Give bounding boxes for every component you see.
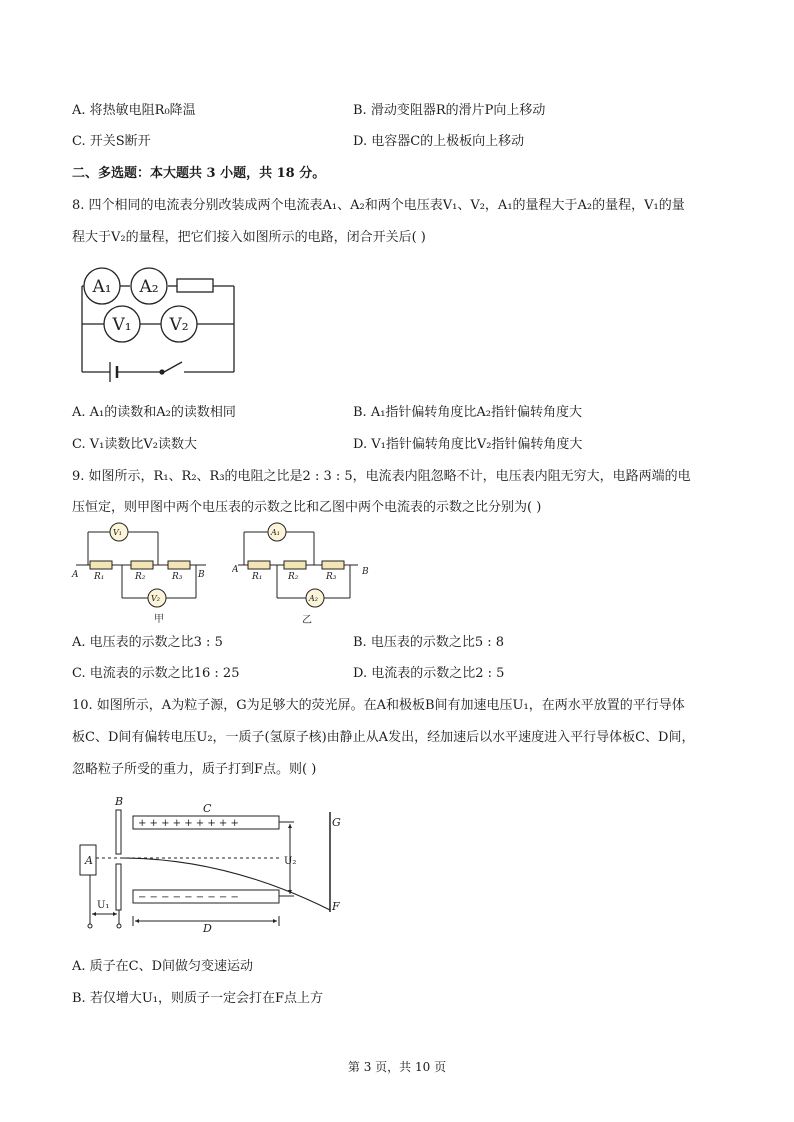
q8-stem-line2: 程大于V₂的量程，把它们接入如图所示的电路，闭合开关后( ) [72,230,426,245]
q10-label-a: A [85,854,93,867]
q9-yi-r1 [248,561,270,569]
q9-yi-r2 [284,561,306,569]
q9-jia-label-r3: R₃ [172,572,183,582]
q10-label-c: C [203,802,212,815]
q9-jia-r1 [90,561,112,569]
q10-option-a: A. 质子在C、D间做匀变速运动 [72,959,254,974]
q10-label-b: B [115,795,124,808]
q8-option-b: B. A₁指针偏转角度比A₂指针偏转角度大 [353,405,583,420]
q8-label-v1: V₁ [112,315,132,335]
q9-yi-label-r2: R₂ [288,572,299,582]
q7-option-a: A. 将热敏电阻R₀降温 [72,103,196,118]
q8-option-a: A. A₁的读数和A₂的读数相同 [72,405,236,420]
q9-yi-r3 [322,561,344,569]
q8-label-a1: A₁ [92,277,112,297]
q9-figure-yi [232,520,382,630]
q9-jia-r3 [168,561,190,569]
q9-option-c: C. 电流表的示数之比16 : 25 [72,666,240,681]
q9-jia-label-r2: R₂ [135,572,146,582]
q9-yi-label-meter-bottom: A₂ [309,594,318,603]
q8-resistor [177,279,213,292]
q9-jia-label-b: B [198,570,205,580]
q9-yi-caption: 乙 [302,615,312,626]
q9-option-d: D. 电流表的示数之比2 : 5 [353,666,505,681]
q8-label-v2: V₂ [169,315,189,335]
q10-label-f: F [332,900,340,913]
q9-yi-label-r1: R₁ [252,572,263,582]
q8-label-a2: A₂ [139,277,159,297]
q7-option-b: B. 滑动变阻器R的滑片P向上移动 [353,103,546,118]
q10-stem-line3: 忽略粒子所受的重力，质子打到F点。则( ) [72,762,317,777]
q10-stem-line2: 板C、D间有偏转电压U₂，一质子(氢原子核)由静止从A发出，经加速后以水平速度进入平行导体板C、D间， [72,730,695,745]
q9-jia-caption: 甲 [154,614,164,625]
q9-jia-label-a: A [72,570,79,580]
q9-jia-label-r1: R₁ [94,572,105,582]
q9-yi-label-meter-top: A₁ [271,528,280,537]
q9-yi-label-r3: R₃ [326,572,337,582]
q10-apparatus-diagram [76,790,356,940]
q8-option-d: D. V₁指针偏转角度比V₂指针偏转角度大 [353,437,583,452]
q9-jia-label-meter-bottom: V₂ [151,594,160,603]
q9-yi-label-b: B [362,567,369,577]
section-heading: 二、多选题：本大题共 3 小题，共 18 分。 [72,166,326,181]
q10-label-u2: U₂ [284,856,297,867]
q9-stem-line2: 压恒定，则甲图中两个电压表的示数之比和乙图中两个电流表的示数之比分别为( ) [72,500,542,515]
q10-label-g: G [332,816,341,829]
q10-plate-b-top [116,810,121,854]
q7-option-d: D. 电容器C的上极板向上移动 [353,134,525,149]
q9-option-b: B. 电压表的示数之比5 : 8 [353,635,505,650]
q10-plate-b-bottom [116,864,121,910]
q10-label-u1: U₁ [97,900,110,911]
q9-option-a: A. 电压表的示数之比3 : 5 [72,635,223,650]
page-footer: 第 3 页，共 10 页 [347,1060,447,1074]
q9-stem-line1: 9. 如图所示，R₁、R₂、R₃的电阻之比是2 : 3 : 5，电流表内阻忽略不计，电压表内阻无穷大，电路两端的电 [72,469,691,484]
q10-option-b: B. 若仅增大U₁，则质子一定会打在F点上方 [72,991,324,1006]
q8-option-c: C. V₁读数比V₂读数大 [72,437,197,452]
q9-yi-label-a: A [232,565,239,575]
q10-plate-d-charges: − − − − − − − − − [138,892,239,903]
q9-jia-r2 [131,561,153,569]
q10-stem-line1: 10. 如图所示，A为粒子源，G为足够大的荧光屏。在A和极板B间有加速电压U₁，在两水平放置的平行导体 [72,698,685,713]
q10-plate-c-charges: + + + + + + + + + [138,818,239,829]
q9-figure-jia [70,520,220,630]
q10-label-d: D [203,922,212,935]
q8-circuit-diagram [74,262,244,387]
q9-jia-label-meter-top: V₁ [113,528,122,537]
q8-stem-line1: 8. 四个相同的电流表分别改装成两个电流表A₁、A₂和两个电压表V₁、V₂，A₁的量程大于A₂的量程，V₁的量 [72,198,685,213]
q7-option-c: C. 开关S断开 [72,134,151,149]
